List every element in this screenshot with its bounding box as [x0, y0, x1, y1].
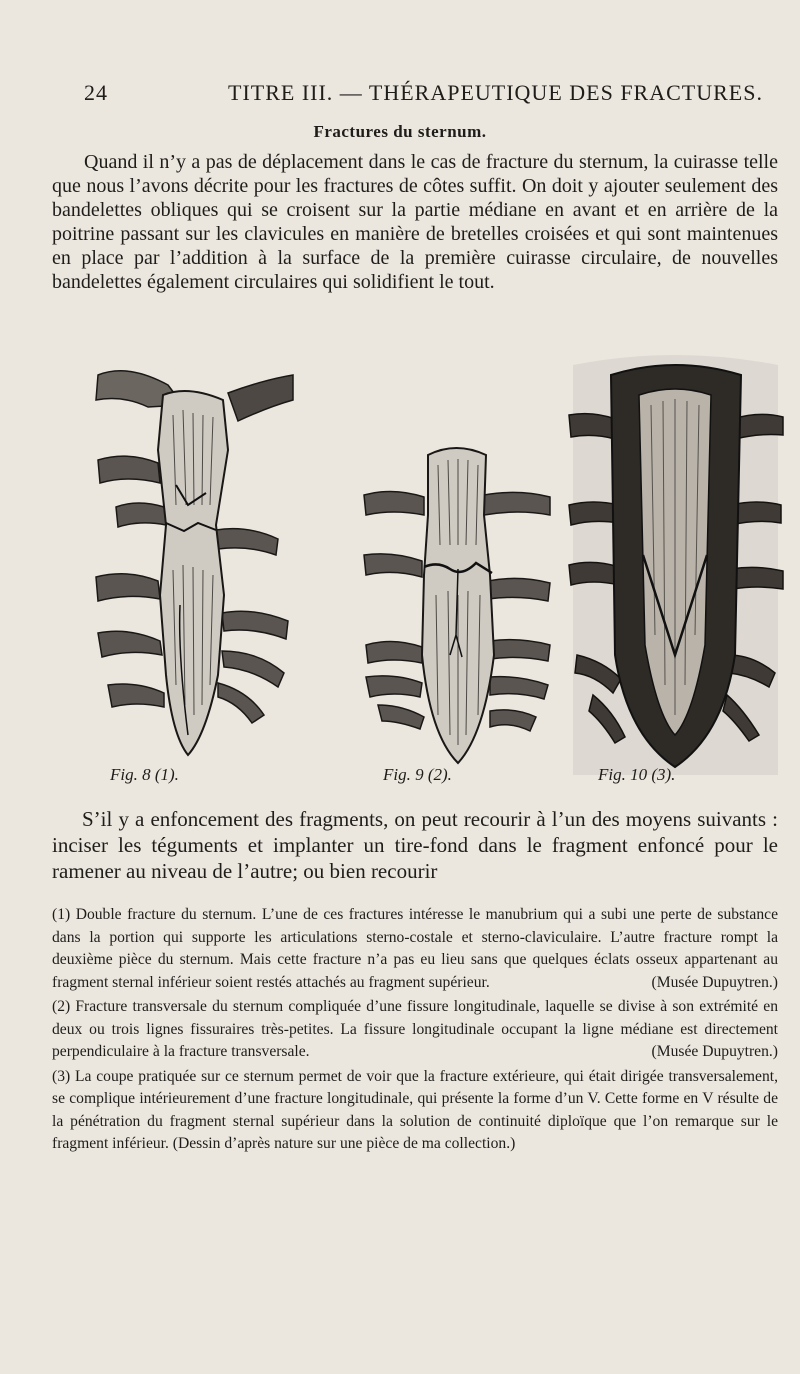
figure-9-illustration	[358, 355, 558, 775]
figure-10-illustration	[563, 355, 788, 775]
sternum-fracture-drawing-2	[358, 355, 558, 775]
page-number: 24	[84, 80, 108, 105]
footnote-1-text: (1) Double fracture du sternum. L’une de ces fractures intéresse le manubrium qui a subi une perte de substance dans la portion qui supporte les articulations sterno-costale et sterno-claviculaire. L’autre fracture rompt la deuxième pièce du sternum. Mais cette fracture n’a pas eu lieu sans que quelques éclats osseux appartenant au fragment sternal inférieur soient restés attachés au fragment supérieur.	[52, 906, 778, 991]
figure-plate	[88, 355, 798, 795]
figure-9-caption: Fig. 9 (2).	[383, 765, 452, 784]
footnote-3	[52, 1066, 778, 1156]
footnote-3-text: (3) La coupe pratiquée sur ce sternum permet de voir que la fracture extérieure, qui était dirigée transversalement, se complique intérieurement d’une fracture longitudinale, qui présente la forme d’un V. Cette forme en V résulte de la pénétration du fragment sternal supérieur dans la solution de continuité diploïque que l’on remarque sur le fragment inférieur. (Dessin d’après nature sur une pièce de ma collection.)	[52, 1067, 778, 1152]
body-paragraph-1: Quand il n’y a pas de déplacement dans le cas de fracture du sternum, la cuirasse telle que nous l’avons décrite pour les fractures de côtes suffit. On doit y ajouter seulement des bandelettes obliques qui se croisent sur la partie médiane en avant et en arrière de la poitrine passant sur les clavicules en manière de bretelles croisées et qui sont maintenues en place par l’addition à la surface de la première cuirasse circulaire, de nouvelles bandelettes également circulaires qui solidifient le tout.	[52, 151, 778, 293]
footnotes	[52, 904, 778, 1156]
figure-8-caption: Fig. 8 (1).	[110, 765, 179, 784]
footnote-2-source: (Musée Dupuytren.)	[651, 1043, 778, 1060]
footnote-2-text: (2) Fracture transversale du sternum compliquée d’une fissure longitudinale, laquelle se divise à son extrémité en deux ou trois lignes fissuraires très-petites. La fissure longitudinale occupant la ligne médiane est directement perpendiculaire à la fracture transversale.	[52, 998, 778, 1060]
chapter-title: TITRE III. — THÉRAPEUTIQUE DES FRACTURES.	[228, 80, 763, 105]
footnote-1-source: (Musée Dupuytren.)	[651, 973, 778, 991]
sternum-fracture-drawing-1	[88, 355, 298, 775]
section-heading: Fractures du sternum.	[313, 122, 487, 141]
footnote-2	[52, 996, 778, 1064]
figure-10-caption: Fig. 10 (3).	[598, 765, 676, 784]
body-paragraph-2: S’il y a enfoncement des fragments, on peut recourir à l’un des moyens suivants : inciser les téguments et implanter un tire-fond dans le fragment enfoncé pour le ramener au niveau de l’autre; ou bien recourir	[52, 807, 778, 883]
footnote-1	[52, 904, 778, 994]
figure-8-illustration	[88, 355, 298, 775]
sternum-section-drawing-3	[563, 355, 788, 775]
